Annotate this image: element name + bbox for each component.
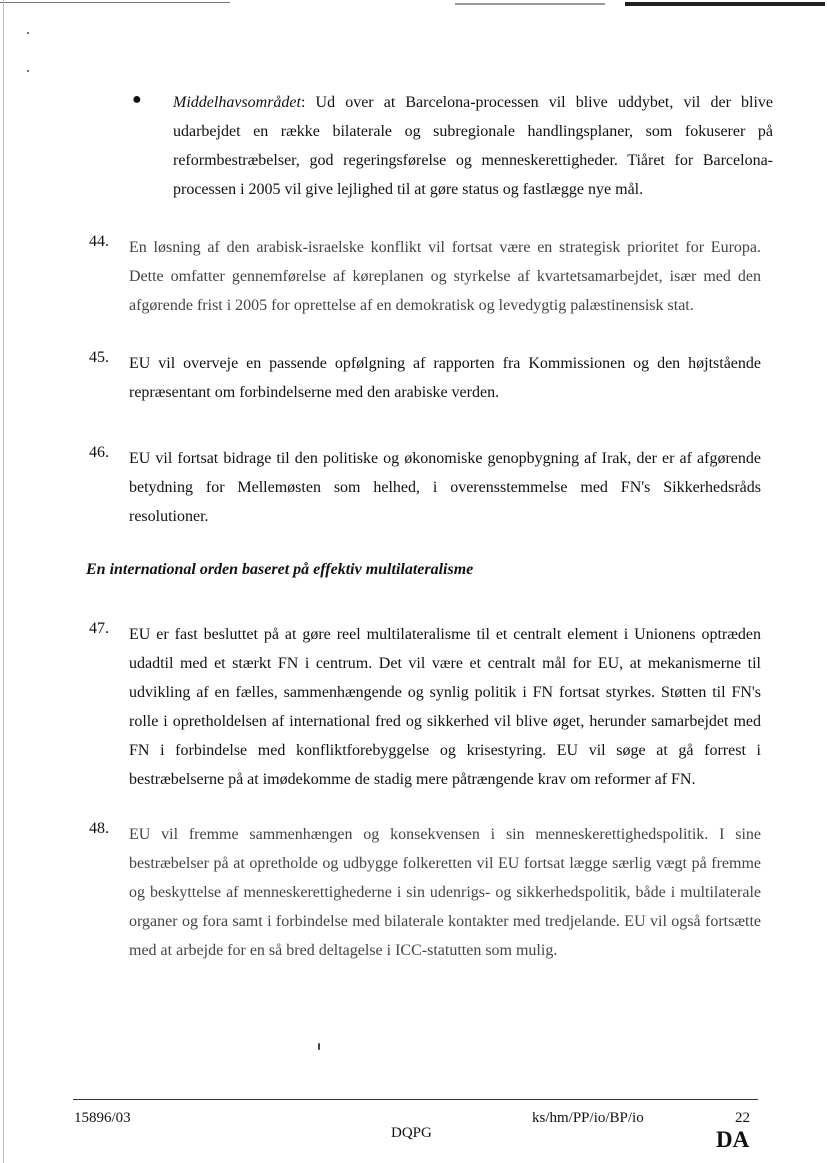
- footer-divider: [73, 1099, 758, 1100]
- paragraph-number: 44.: [89, 233, 109, 250]
- footer-department: DQPG: [391, 1125, 432, 1141]
- paragraph-number: 45.: [89, 349, 109, 366]
- paragraph-text: En løsning af den arabisk-israelske konflikt vil fortsat være en strategisk prioritet for Europa. Dette omfatter gennemførelse af køreplanen og styrkelse af kvartetsamarbejdet, især med den afgørende frist i 2005 for oprettelse af en demokratisk og levedygtig palæstinensisk stat.: [129, 239, 761, 314]
- footer-page-number: 22: [735, 1110, 750, 1126]
- scan-speck: [27, 70, 29, 72]
- paragraph-text: EU er fast besluttet på at gøre reel multilateralisme til et centralt element i Unionens optræden udadtil med et stærkt FN i centrum. Det vil være et centralt mål for EU, at mekanismerne til udvikling af en fælles, sammenhængende og synlig politik i FN fortsat styrkes. Støtten til FN's rolle i opretholdelsen af international fred og sikkerhed vil blive øget, herunder samarbejdet med FN i forbindelse med konfliktforebyggelse og krisestyring. EU vil søge at gå forrest i bestræbelserne på at imødekomme de stadig mere påtrængende krav om reformer af FN.: [129, 626, 761, 788]
- footer-document-reference: 15896/03: [74, 1110, 131, 1126]
- scan-artifact-top: [0, 0, 827, 8]
- scan-speck: [27, 32, 29, 34]
- paragraph-number: 47.: [89, 620, 109, 637]
- paragraph-number: 46.: [89, 444, 109, 461]
- section-heading: En international orden baseret på effektiv multilateralisme: [86, 561, 474, 578]
- bullet-body: : Ud over at Barcelona-processen vil blive uddybet, vil der blive udarbejdet en række bilaterale og subregionale handlingsplaner, som fokuserer på reformbestræbelser, god regeringsførelse og menneskerettigheder. Tiåret for Barcelona-processen i 2005 vil give lejlighed til at gøre status og fastlægge nye mål.: [173, 94, 773, 198]
- scan-speck: [318, 1043, 320, 1050]
- bullet-text: [173, 88, 773, 204]
- paragraph-text: EU vil overveje en passende opfølgning af rapporten fra Kommissionen og den højtstående repræsentant om forbindelserne med den arabiske verden.: [129, 355, 761, 401]
- bullet-term: Middelhavsområdet: [173, 94, 301, 111]
- paragraph-text: EU vil fortsat bidrage til den politiske og økonomiske genopbygning af Irak, der er af afgørende betydning for Mellemøsten som helhed, i overensstemmelse med FN's Sikkerhedsråds resolutioner.: [129, 450, 761, 525]
- footer-language-code: DA: [716, 1127, 750, 1152]
- paragraph-text: EU vil fremme sammenhængen og konsekvensen i sin menneskerettighedspolitik. I sine bestræbelser på at opretholde og udbygge folkeretten vil EU fortsat lægge særlig vægt på fremme og beskyttelse af menneskerettighederne i sin udenrigs- og sikkerhedspolitik, både i multilaterale organer og fora samt i forbindelse med bilaterale kontakter med tredjelande. EU vil også fortsætte med at arbejde for en så bred deltagelse i ICC-statutten som mulig.: [129, 826, 761, 959]
- footer-initials: ks/hm/PP/io/BP/io: [532, 1110, 644, 1126]
- bullet-dot: ●: [132, 91, 142, 108]
- scan-artifact-left-edge: [3, 0, 4, 1163]
- paragraph-number: 48.: [89, 820, 109, 837]
